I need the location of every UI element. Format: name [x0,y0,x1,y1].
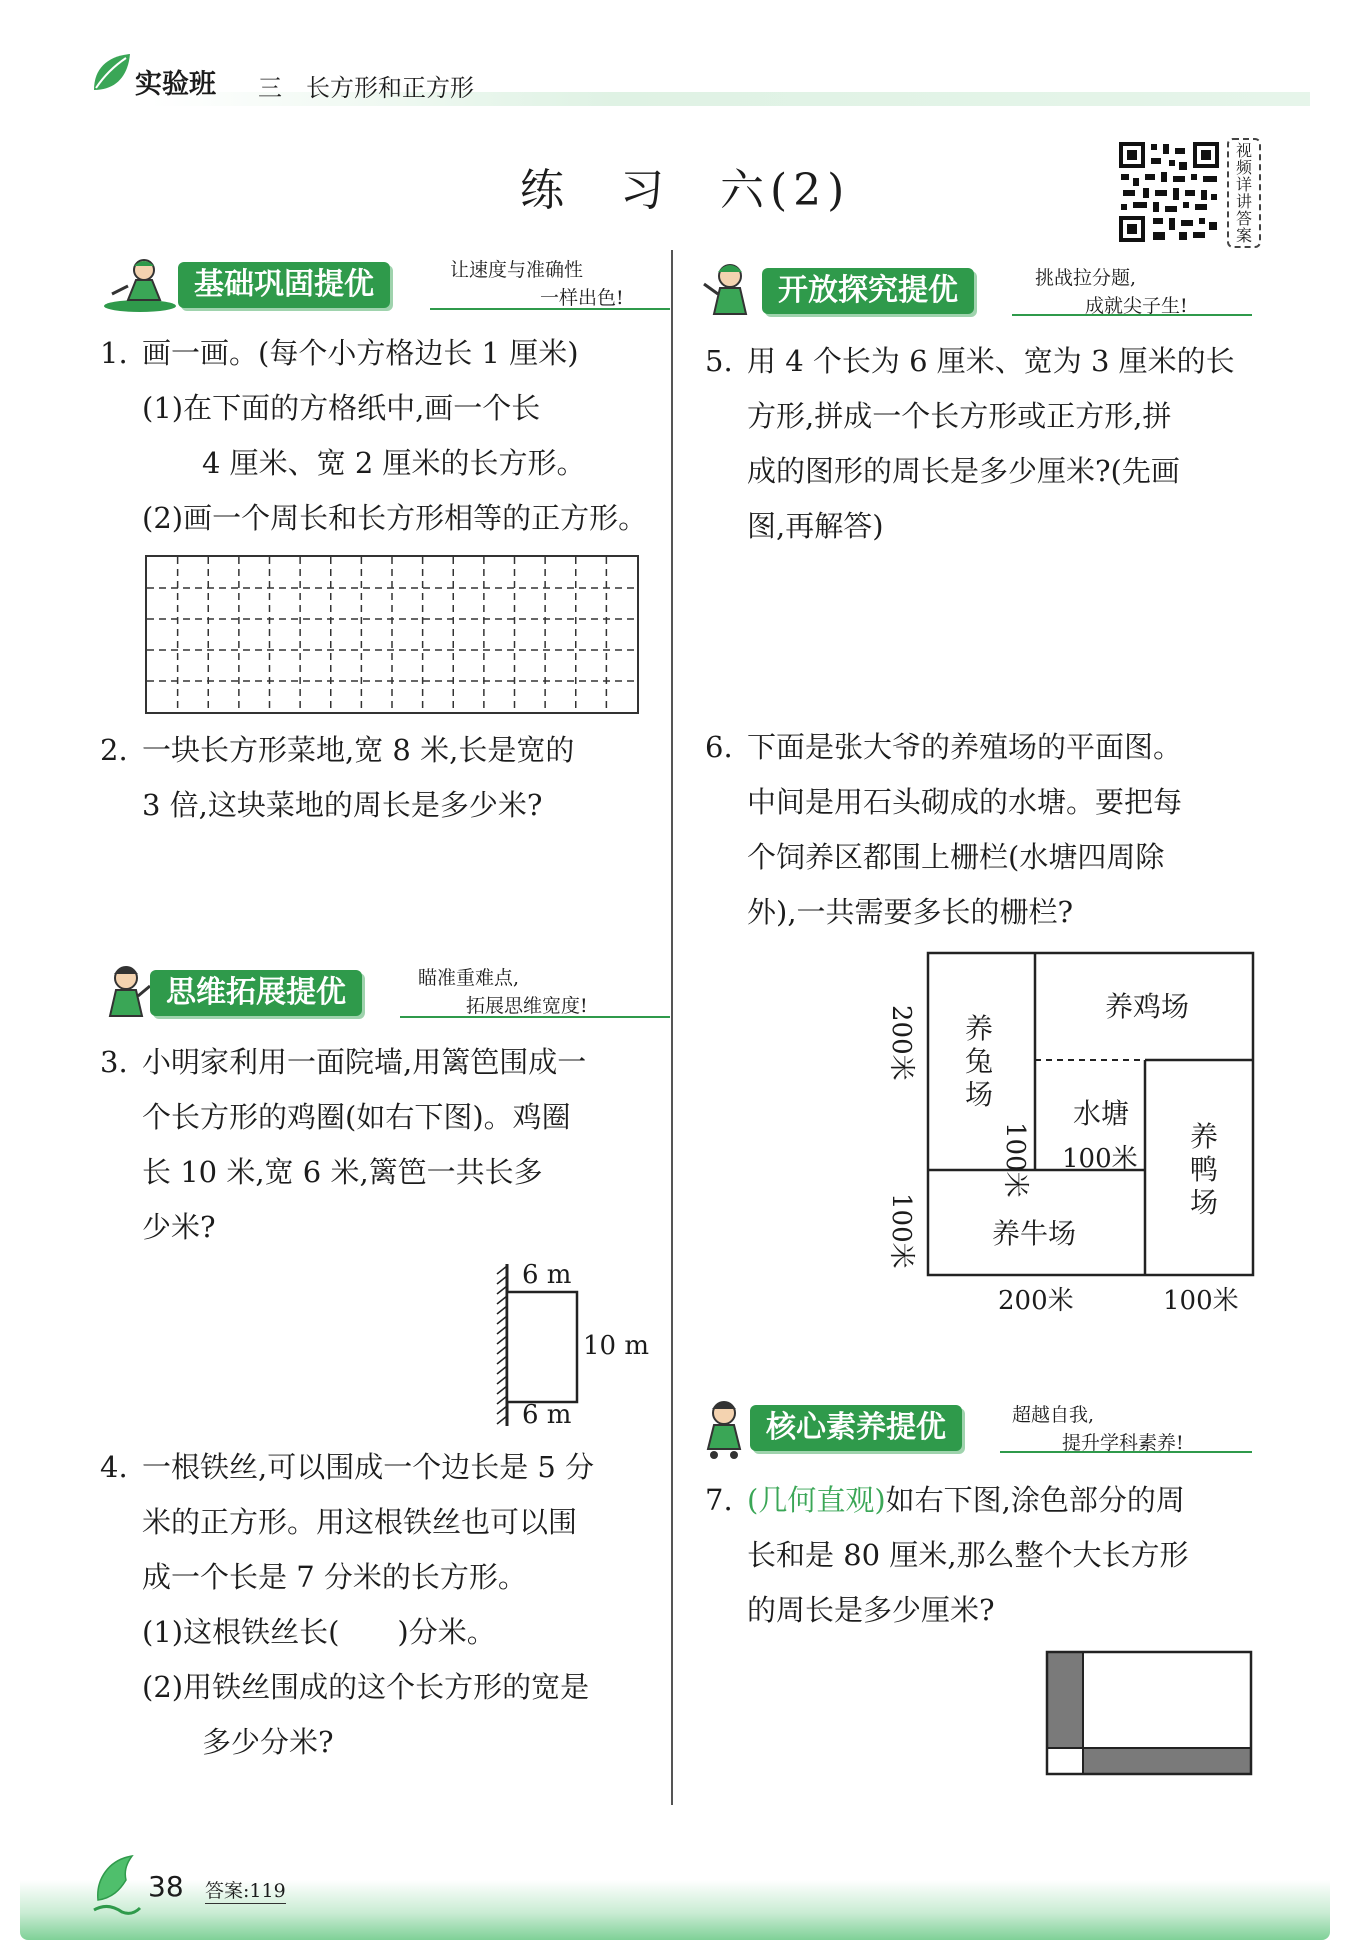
question-text: 如右下图,涂色部分的周 [885,1483,1185,1517]
mascot-girl-icon [100,962,152,1022]
plan-label-pond-height: 100米 [1000,1122,1030,1198]
question-text: 长和是 80 厘米,那么整个大长方形 [747,1538,1189,1572]
question-1 [100,326,660,546]
plan-label-pond: 水塘 [1073,1097,1130,1130]
question-tag: (几何直观) [747,1483,886,1517]
question-text: (1)在下面的方格纸中,画一个长 [142,391,541,425]
question-text: 长 10 米,宽 6 米,篱笆一共长多 [142,1155,543,1189]
section-slogan: 拓展思维宽度! [466,995,588,1017]
plan-label-pond-width: 100米 [1062,1144,1138,1174]
leaf-logo-icon [88,50,134,96]
question-text: (2)用铁丝围成的这个长方形的宽是 [142,1670,590,1704]
question-text: 方形,拼成一个长方形或正方形,拼 [747,399,1172,433]
plan-label-left-bottom: 100米 [886,1193,916,1269]
section-slogan: 瞄准重难点, [418,967,520,989]
mascot-boy-icon [700,260,762,320]
question-text: 个长方形的鸡圈(如右下图)。鸡圈 [142,1100,571,1134]
section-tag-core: 核心素养提优 [750,1405,962,1451]
question-text: 多少分米? [202,1725,334,1759]
question-text: 的周长是多少厘米? [747,1593,995,1627]
question-6 [705,720,1265,940]
question-text: 下面是张大爷的养殖场的平面图。 [747,730,1183,764]
shaded-rectangle-figure [1045,1650,1255,1778]
question-text: 图,再解答) [747,509,884,543]
question-text: 画一画。(每个小方格边长 1 厘米) [142,336,579,370]
question-text: 外),一共需要多长的栅栏? [747,895,1074,929]
brand-name: 实验班 [135,69,216,100]
question-7 [705,1473,1265,1638]
question-text: 小明家利用一面院墙,用篱笆围成一 [142,1045,587,1079]
dolphin-icon [88,1850,144,1920]
question-text: 成一个长是 7 分米的长方形。 [142,1560,527,1594]
section-banner-open [700,268,1260,318]
mascot-skateboard-icon [100,256,180,314]
question-4 [100,1440,660,1770]
question-text: 个饲养区都围上栅栏(水塘四周除 [747,840,1165,874]
section-tag-thinking: 思维拓展提优 [150,970,362,1016]
grid-paper[interactable] [145,555,639,714]
plan-label-bottom-left: 200米 [998,1286,1074,1316]
question-text: 一块长方形菜地,宽 8 米,长是宽的 [142,733,575,767]
section-banner-basic [100,259,670,312]
question-number: 3. [100,1045,128,1079]
question-number: 1. [100,336,128,370]
section-slogan: 挑战拉分题, [1035,267,1137,289]
page-number: 38 [148,1870,184,1903]
figure-label: 10 m [583,1331,650,1361]
plan-label-left-top: 200米 [886,1005,916,1081]
question-3 [100,1035,660,1255]
section-tag-basic: 基础巩固提优 [178,262,390,308]
question-text: 4 厘米、宽 2 厘米的长方形。 [202,446,586,480]
question-text: 中间是用石头砌成的水塘。要把每 [747,785,1183,819]
section-slogan: 让速度与准确性 [450,259,584,281]
section-banner-thinking [100,967,670,1020]
section-banner-core [700,1405,1260,1455]
plan-label-cattle: 养牛场 [992,1217,1077,1250]
question-5 [705,334,1265,554]
section-slogan: 一样出色! [540,287,624,309]
question-2 [100,723,660,833]
mascot-kid-icon [700,1397,750,1459]
plan-label-duck: 养 鸭 场 [1190,1120,1219,1219]
section-slogan: 超越自我, [1012,1404,1095,1426]
question-number: 2. [100,733,128,767]
question-number: 5. [705,344,733,378]
answer-reference[interactable]: 答案:119 [205,1876,286,1904]
plan-label-chicken: 养鸡场 [1105,990,1190,1023]
question-number: 6. [705,730,733,764]
question-number: 7. [705,1483,733,1517]
question-text: 用 4 个长为 6 厘米、宽为 3 厘米的长 [747,344,1235,378]
question-text: 一根铁丝,可以围成一个边长是 5 分 [142,1450,595,1484]
section-slogan: 成就尖子生! [1085,295,1188,317]
figure-label: 6 m [522,1260,572,1290]
plan-label-bottom-right: 100米 [1163,1286,1239,1316]
qr-code-icon[interactable] [1117,140,1221,244]
question-text: 少米? [142,1210,216,1244]
plan-label-rabbit: 养 兔 场 [965,1012,994,1111]
chapter-title: 三 长方形和正方形 [258,74,474,102]
section-slogan: 提升学科素养! [1062,1432,1184,1454]
question-text: (2)画一个周长和长方形相等的正方形。 [142,501,648,535]
question-text: (1)这根铁丝长( )分米。 [142,1615,496,1649]
qr-side-label: 视频详讲答案 [1227,138,1261,248]
question-number: 4. [100,1450,128,1484]
page-title: 练 习 六(2) [520,165,851,216]
question-text: 米的正方形。用这根铁丝也可以围 [142,1505,578,1539]
question-text: 成的图形的周长是多少厘米?(先画 [747,454,1180,488]
question-text: 3 倍,这块菜地的周长是多少米? [142,788,543,822]
column-divider [671,250,673,1805]
section-tag-open: 开放探究提优 [762,268,974,314]
figure-label: 6 m [522,1400,572,1430]
